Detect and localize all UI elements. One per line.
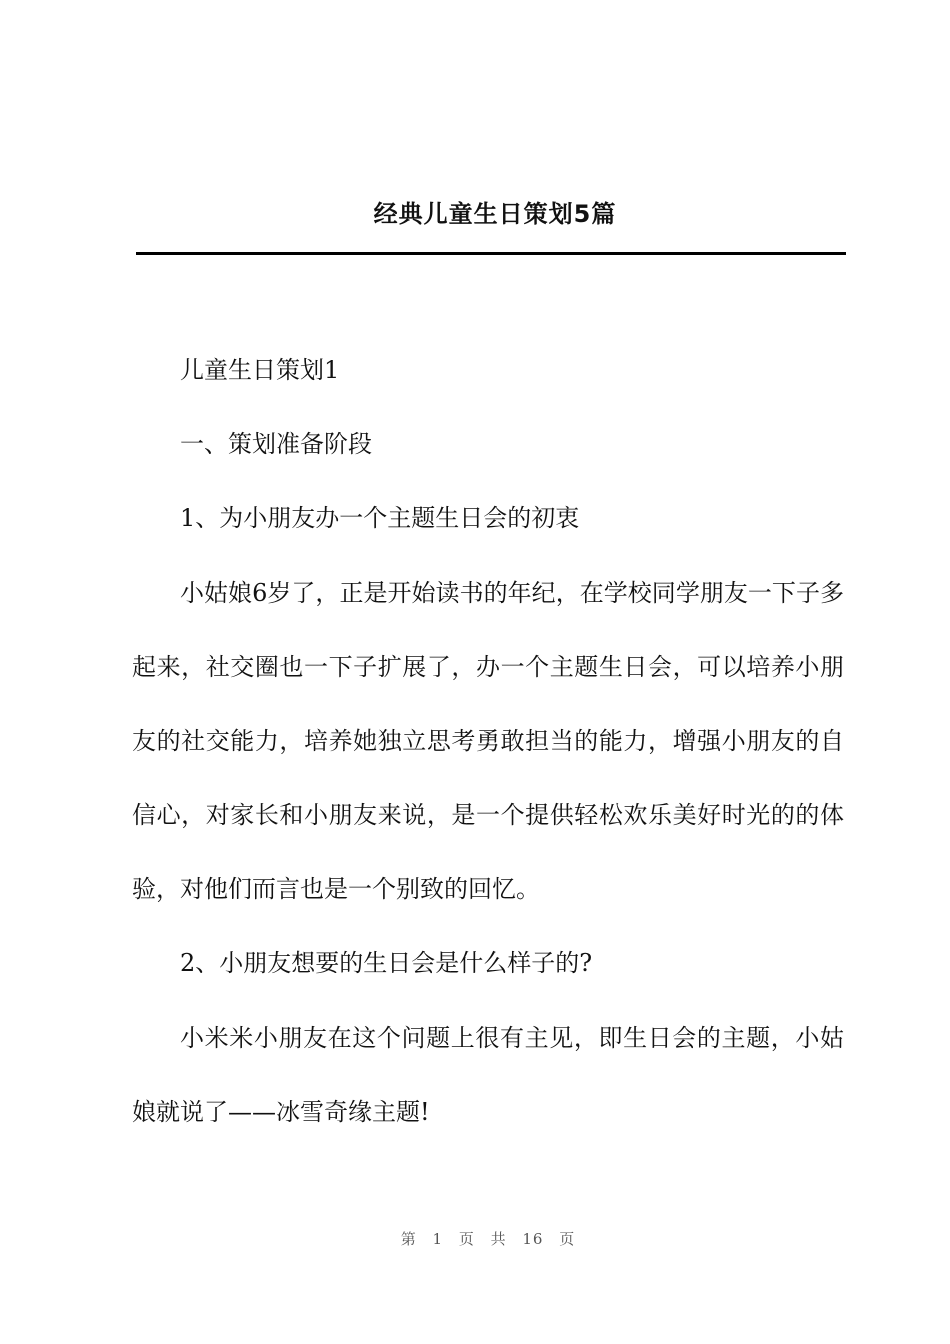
body-paragraph-1: 小姑娘6岁了，正是开始读书的年纪，在学校同学朋友一下子多起来，社交圈也一下子扩展了，办一个主题生日会，可以培养小朋友的社交能力，培养她独立思考勇敢担当的能力，增强小朋友的自信心，对家长和小朋友来说，是一个提供轻松欢乐美好时光的的体验，对他们而言也是一个别致的回忆。 bbox=[132, 579, 844, 903]
title-underline bbox=[136, 252, 846, 255]
item-heading-2: 2、小朋友想要的生日会是什么样子的? bbox=[180, 949, 593, 977]
document-body bbox=[132, 352, 844, 1168]
subsection-heading: 一、策划准备阶段 bbox=[180, 430, 372, 458]
item-heading-1: 1、为小朋友办一个主题生日会的初衷 bbox=[180, 504, 580, 532]
document-title: 经典儿童生日策划5篇 bbox=[373, 200, 617, 228]
page-number: 第 1 页 共 16 页 bbox=[400, 1230, 576, 1248]
body-paragraph-2: 小米米小朋友在这个问题上很有主见，即生日会的主题，小姑娘就说了——冰雪奇缘主题! bbox=[132, 1024, 844, 1126]
section-heading: 儿童生日策划1 bbox=[180, 356, 340, 384]
